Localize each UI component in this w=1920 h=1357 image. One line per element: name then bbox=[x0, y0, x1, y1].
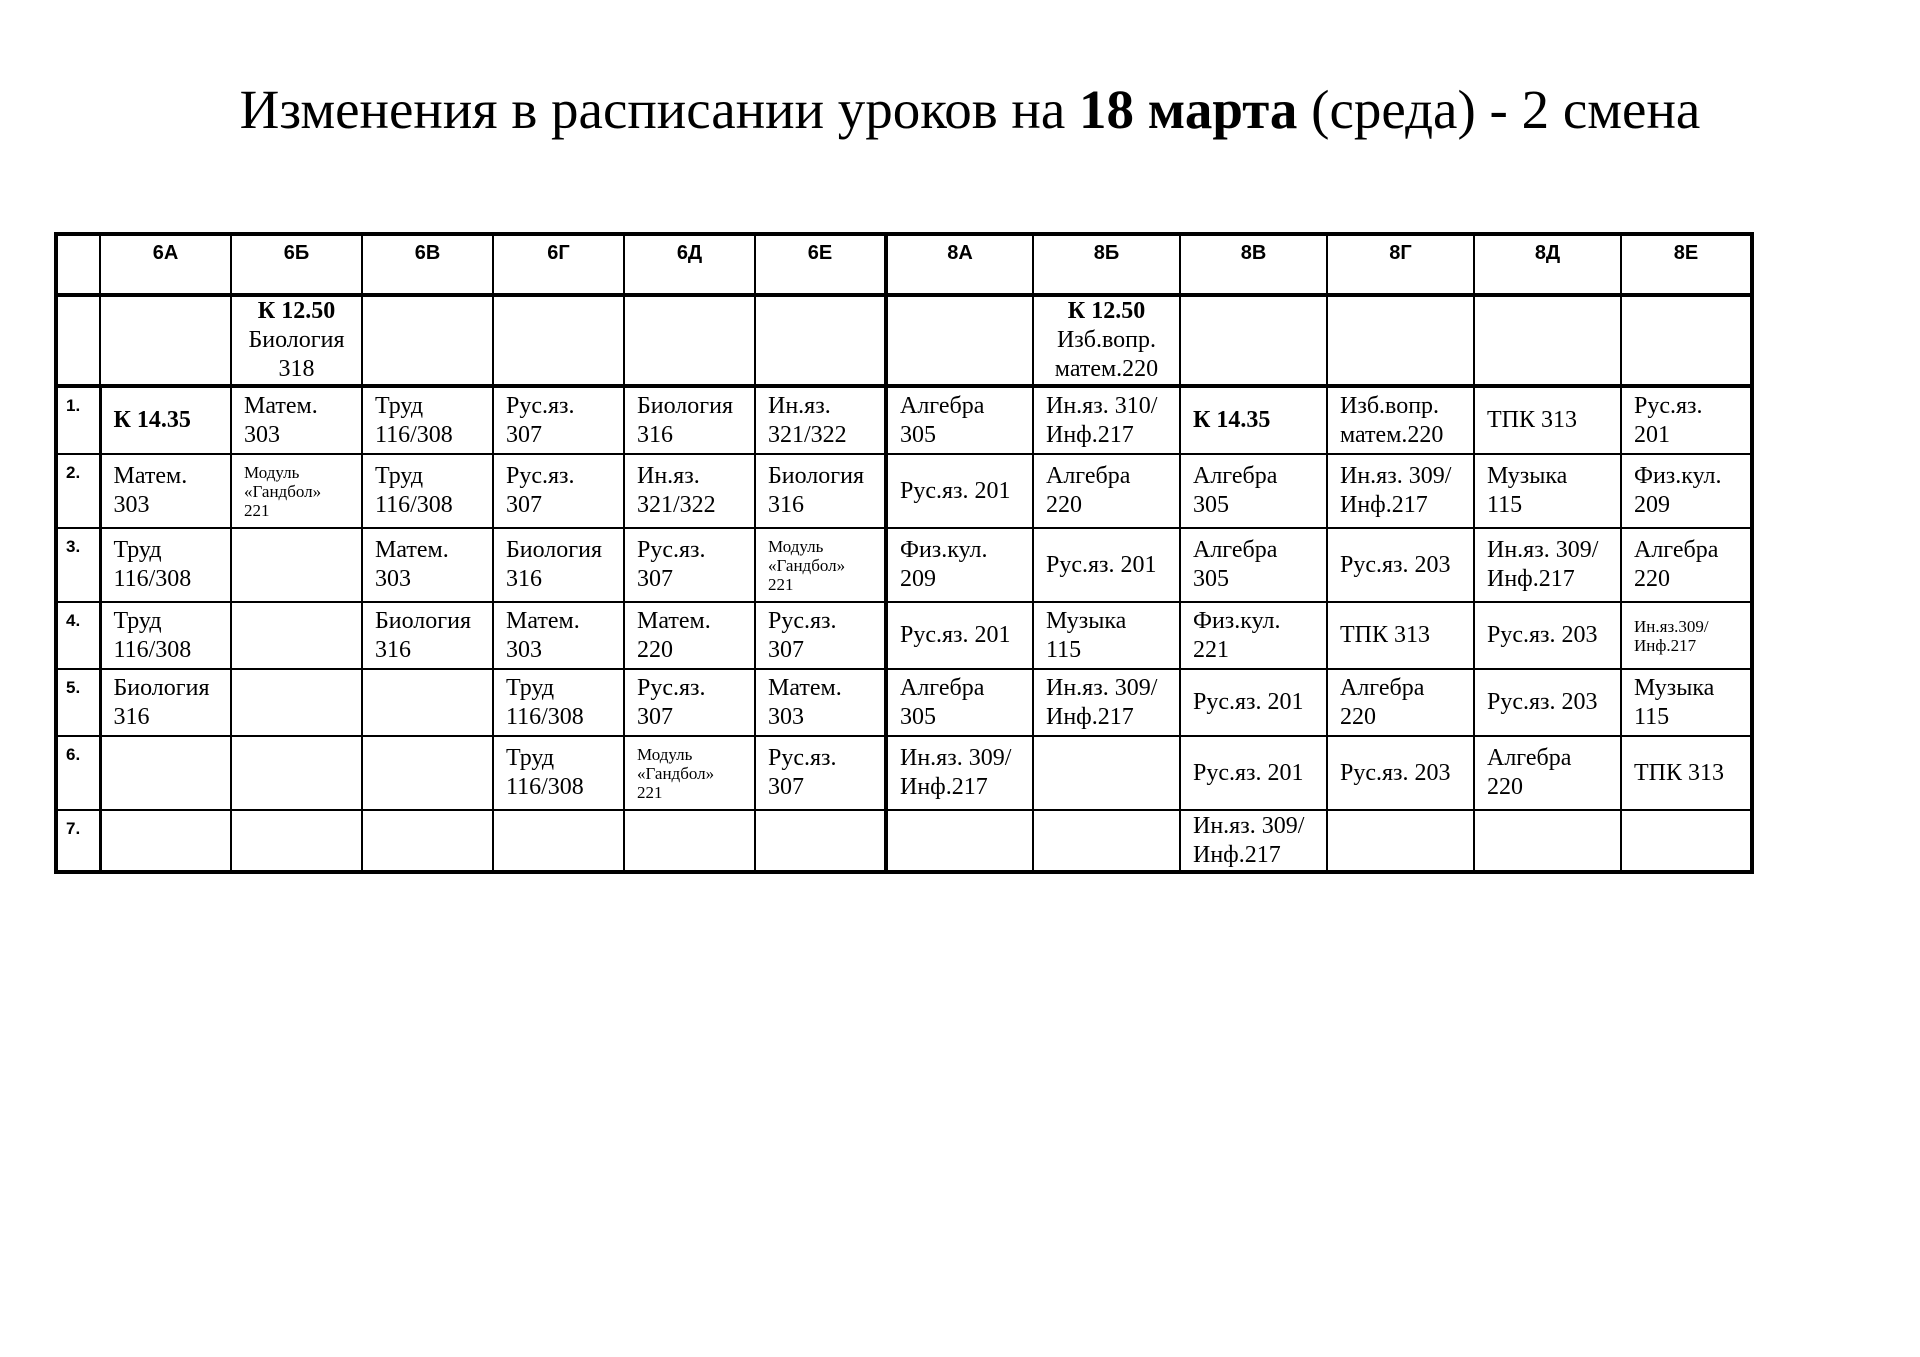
schedule-cell bbox=[1474, 528, 1621, 602]
lesson-text: ТПК 313 bbox=[1487, 407, 1577, 433]
lesson-time: К 12.50 bbox=[257, 298, 336, 324]
lesson-text: Рус.яз. 307 bbox=[768, 607, 837, 663]
column-header: 8Д bbox=[1474, 234, 1621, 295]
lesson-text: Матем. 303 bbox=[113, 463, 188, 518]
column-header: 6В bbox=[362, 234, 493, 295]
schedule-cell bbox=[1474, 386, 1621, 454]
lesson-text: Ин.яз. 309/ Инф.217 bbox=[1487, 537, 1599, 592]
schedule-cell bbox=[1327, 295, 1474, 386]
schedule-cell bbox=[1180, 810, 1327, 872]
lesson-text: Алгебра 220 bbox=[1634, 537, 1719, 592]
schedule-cell bbox=[1327, 454, 1474, 528]
schedule-cell bbox=[231, 602, 362, 669]
schedule-cell bbox=[1180, 528, 1327, 602]
lesson-row bbox=[56, 602, 1752, 669]
schedule-cell bbox=[1474, 810, 1621, 872]
lesson-text: Алгебра 220 bbox=[1487, 745, 1572, 800]
column-header: 8В bbox=[1180, 234, 1327, 295]
lesson-text: Физ.кул. 209 bbox=[900, 537, 988, 592]
schedule-cell bbox=[1180, 669, 1327, 736]
lesson-text: Биология 316 bbox=[506, 537, 603, 592]
lesson-text: Ин.яз. 309/ Инф.217 bbox=[900, 745, 1012, 800]
schedule-table bbox=[54, 232, 1754, 874]
schedule-cell bbox=[755, 386, 886, 454]
schedule-cell bbox=[100, 386, 231, 454]
schedule-cell bbox=[1033, 454, 1180, 528]
row-number: 4. bbox=[56, 602, 100, 669]
schedule-cell bbox=[1621, 736, 1752, 810]
schedule-cell bbox=[1327, 810, 1474, 872]
schedule-cell bbox=[886, 810, 1033, 872]
title-prefix: Изменения в расписании уроков на bbox=[239, 79, 1080, 140]
column-header: 8Г bbox=[1327, 234, 1474, 295]
lesson-text: Рус.яз. 307 bbox=[637, 537, 706, 592]
schedule-cell bbox=[624, 528, 755, 602]
schedule-cell bbox=[362, 528, 493, 602]
schedule-cell bbox=[886, 602, 1033, 669]
schedule-cell bbox=[1033, 736, 1180, 810]
schedule-cell bbox=[100, 669, 231, 736]
lesson-row bbox=[56, 454, 1752, 528]
lesson-text: Рус.яз. 201 bbox=[1193, 759, 1304, 786]
schedule-cell bbox=[1621, 810, 1752, 872]
schedule-cell bbox=[1033, 810, 1180, 872]
lesson-text: Алгебра 305 bbox=[1193, 537, 1278, 592]
schedule-cell bbox=[624, 386, 755, 454]
schedule-cell bbox=[1327, 528, 1474, 602]
schedule-cell bbox=[886, 736, 1033, 810]
schedule-cell bbox=[1033, 669, 1180, 736]
lesson-text: Труд 116/308 bbox=[113, 537, 192, 592]
lesson-text: Рус.яз. 201 bbox=[1046, 551, 1157, 578]
schedule-cell bbox=[231, 669, 362, 736]
schedule-cell bbox=[493, 528, 624, 602]
schedule-cell bbox=[624, 295, 755, 386]
lesson-text: Труд 116/308 bbox=[375, 463, 453, 518]
row-number: 7. bbox=[56, 810, 100, 872]
lesson-text: Модуль «Гандбол» 221 bbox=[244, 462, 322, 520]
schedule-cell bbox=[231, 810, 362, 872]
schedule-cell bbox=[1621, 295, 1752, 386]
schedule-cell bbox=[100, 454, 231, 528]
schedule-cell bbox=[1327, 736, 1474, 810]
schedule-cell bbox=[100, 736, 231, 810]
lesson-text: Матем. 303 bbox=[375, 537, 449, 592]
lesson-text: Ин.яз. 309/ Инф.217 bbox=[1193, 812, 1305, 868]
row-number: 6. bbox=[56, 736, 100, 810]
schedule-cell bbox=[1327, 669, 1474, 736]
schedule-cell bbox=[755, 528, 886, 602]
lesson-text: Рус.яз. 203 bbox=[1340, 759, 1451, 786]
schedule-cell bbox=[1474, 669, 1621, 736]
lesson-row bbox=[56, 528, 1752, 602]
column-header: 6А bbox=[100, 234, 231, 295]
lesson-text: Труд 116/308 bbox=[375, 392, 453, 448]
schedule-cell bbox=[1621, 669, 1752, 736]
lesson-text: Труд 116/308 bbox=[506, 674, 584, 730]
schedule-cell bbox=[231, 528, 362, 602]
lesson-text: Ин.яз. 321/322 bbox=[768, 392, 847, 448]
lesson-text: Физ.кул. 221 bbox=[1193, 607, 1281, 663]
column-header: 6Г bbox=[493, 234, 624, 295]
lesson-text: Рус.яз. 203 bbox=[1487, 689, 1598, 715]
schedule-cell bbox=[1621, 528, 1752, 602]
lesson-text: Алгебра 305 bbox=[900, 674, 985, 730]
schedule-cell bbox=[755, 295, 886, 386]
schedule-cell bbox=[624, 810, 755, 872]
lesson-text: Биология 316 bbox=[375, 607, 472, 663]
schedule-cell bbox=[1033, 295, 1180, 386]
schedule-cell bbox=[100, 528, 231, 602]
schedule-cell bbox=[362, 810, 493, 872]
lesson-text: Алгебра 220 bbox=[1340, 674, 1425, 730]
lesson-text: Модуль «Гандбол» 221 bbox=[637, 744, 715, 802]
schedule-cell bbox=[1621, 386, 1752, 454]
schedule-cell bbox=[624, 736, 755, 810]
schedule-cell bbox=[100, 810, 231, 872]
schedule-cell bbox=[362, 669, 493, 736]
schedule-cell bbox=[362, 295, 493, 386]
lesson-text: Матем. 303 bbox=[244, 392, 318, 448]
lesson-row bbox=[56, 386, 1752, 454]
lesson-text: Рус.яз. 201 bbox=[1193, 689, 1304, 715]
schedule-cell bbox=[493, 602, 624, 669]
schedule-cell bbox=[231, 454, 362, 528]
lesson-text: К 14.35 bbox=[113, 407, 191, 433]
schedule-cell bbox=[493, 736, 624, 810]
lesson-text: Рус.яз. 307 bbox=[506, 463, 575, 518]
schedule-cell bbox=[1033, 602, 1180, 669]
column-header: 8Е bbox=[1621, 234, 1752, 295]
schedule-cell bbox=[886, 295, 1033, 386]
schedule-cell bbox=[624, 669, 755, 736]
lesson-text: Музыка 115 bbox=[1634, 674, 1715, 730]
schedule-cell bbox=[1474, 295, 1621, 386]
lesson-text: Биология 316 bbox=[768, 463, 865, 518]
schedule-cell bbox=[886, 386, 1033, 454]
lesson-text: Музыка 115 bbox=[1487, 463, 1568, 518]
schedule-cell bbox=[493, 386, 624, 454]
schedule-cell bbox=[1033, 528, 1180, 602]
page-title bbox=[0, 78, 1920, 141]
corner-cell bbox=[56, 234, 100, 295]
lesson-text: Матем. 220 bbox=[637, 607, 711, 663]
column-header: 8Б bbox=[1033, 234, 1180, 295]
lesson-text: Изб.вопр. матем.220 bbox=[1340, 392, 1444, 448]
lesson-text: Ин.яз. 310/ Инф.217 bbox=[1046, 392, 1158, 448]
schedule-cell bbox=[100, 295, 231, 386]
schedule-cell bbox=[624, 602, 755, 669]
lesson-text: Рус.яз. 201 bbox=[900, 622, 1011, 648]
lesson-row bbox=[56, 669, 1752, 736]
lesson-text: Рус.яз. 307 bbox=[637, 674, 706, 730]
schedule-cell bbox=[231, 736, 362, 810]
schedule-cell bbox=[1474, 736, 1621, 810]
lesson-row bbox=[56, 736, 1752, 810]
lesson-text: Матем. 303 bbox=[506, 607, 580, 663]
schedule-cell bbox=[362, 602, 493, 669]
lesson-text: Рус.яз. 203 bbox=[1340, 551, 1451, 578]
lesson-text: Алгебра 305 bbox=[900, 392, 985, 448]
title-date: 18 марта bbox=[1079, 79, 1298, 140]
lesson-time: К 12.50 bbox=[1067, 298, 1146, 324]
lesson-text: Биология 316 bbox=[637, 392, 734, 448]
column-header: 6Б bbox=[231, 234, 362, 295]
lesson-text: Изб.вопр. матем.220 bbox=[1054, 327, 1159, 382]
row-number: 2. bbox=[56, 454, 100, 528]
schedule-cell bbox=[755, 669, 886, 736]
pre-lesson-row bbox=[56, 295, 1752, 386]
schedule-cell bbox=[1033, 386, 1180, 454]
schedule-cell bbox=[493, 454, 624, 528]
lesson-text: Труд 116/308 bbox=[113, 607, 192, 663]
schedule-cell bbox=[755, 454, 886, 528]
header-row bbox=[56, 234, 1752, 295]
schedule-cell bbox=[1474, 602, 1621, 669]
lesson-text: Алгебра 220 bbox=[1046, 463, 1131, 518]
schedule-cell bbox=[1621, 454, 1752, 528]
lesson-text: ТПК 313 bbox=[1340, 622, 1430, 648]
row-number: 1. bbox=[56, 386, 100, 454]
lesson-text: Ин.яз. 309/ Инф.217 bbox=[1340, 463, 1452, 518]
schedule-cell bbox=[1327, 602, 1474, 669]
schedule-cell bbox=[100, 602, 231, 669]
schedule-cell bbox=[362, 386, 493, 454]
schedule-cell bbox=[1621, 602, 1752, 669]
schedule-cell bbox=[231, 295, 362, 386]
lesson-text: Биология 316 bbox=[113, 674, 210, 730]
lesson-row bbox=[56, 810, 1752, 872]
column-header: 8А bbox=[886, 234, 1033, 295]
lesson-text: Модуль «Гандбол» 221 bbox=[768, 536, 846, 594]
schedule-cell bbox=[493, 295, 624, 386]
schedule-cell bbox=[755, 602, 886, 669]
lesson-text: Рус.яз. 201 bbox=[1634, 392, 1703, 448]
schedule-cell bbox=[1180, 602, 1327, 669]
schedule-cell bbox=[231, 386, 362, 454]
schedule-cell bbox=[886, 528, 1033, 602]
lesson-text: Рус.яз. 307 bbox=[768, 745, 837, 800]
lesson-text: Ин.яз. 321/322 bbox=[637, 463, 716, 518]
lesson-text: Ин.яз. 309/ Инф.217 bbox=[1046, 674, 1158, 730]
column-header: 6Е bbox=[755, 234, 886, 295]
schedule-cell bbox=[886, 454, 1033, 528]
schedule-cell bbox=[362, 454, 493, 528]
schedule-cell bbox=[755, 736, 886, 810]
row-number: 5. bbox=[56, 669, 100, 736]
schedule-cell bbox=[1327, 386, 1474, 454]
column-header: 6Д bbox=[624, 234, 755, 295]
schedule-cell bbox=[1180, 386, 1327, 454]
lesson-text: Рус.яз. 203 bbox=[1487, 622, 1598, 648]
lesson-text: Труд 116/308 bbox=[506, 745, 584, 800]
lesson-text: Алгебра 305 bbox=[1193, 463, 1278, 518]
row-number: 3. bbox=[56, 528, 100, 602]
lesson-text: Матем. 303 bbox=[768, 674, 842, 730]
schedule-cell bbox=[362, 736, 493, 810]
schedule-cell bbox=[1180, 295, 1327, 386]
schedule-cell bbox=[886, 669, 1033, 736]
lesson-text: Рус.яз. 201 bbox=[900, 477, 1011, 504]
schedule-cell bbox=[493, 810, 624, 872]
lesson-text: Рус.яз. 307 bbox=[506, 392, 575, 448]
schedule-cell bbox=[624, 454, 755, 528]
lesson-text: К 14.35 bbox=[1193, 407, 1271, 433]
lesson-text: Музыка 115 bbox=[1046, 607, 1127, 663]
lesson-text: Ин.яз.309/ Инф.217 bbox=[1634, 616, 1709, 655]
title-suffix: (среда) - 2 смена bbox=[1297, 79, 1701, 140]
lesson-text: Биология 318 bbox=[248, 327, 345, 382]
schedule-cell bbox=[1474, 454, 1621, 528]
schedule-cell bbox=[1180, 736, 1327, 810]
schedule-cell bbox=[1180, 454, 1327, 528]
schedule-cell bbox=[493, 669, 624, 736]
lesson-text: Физ.кул. 209 bbox=[1634, 463, 1722, 518]
lesson-text: ТПК 313 bbox=[1634, 759, 1724, 786]
schedule-cell bbox=[755, 810, 886, 872]
row-number-cell bbox=[56, 295, 100, 386]
